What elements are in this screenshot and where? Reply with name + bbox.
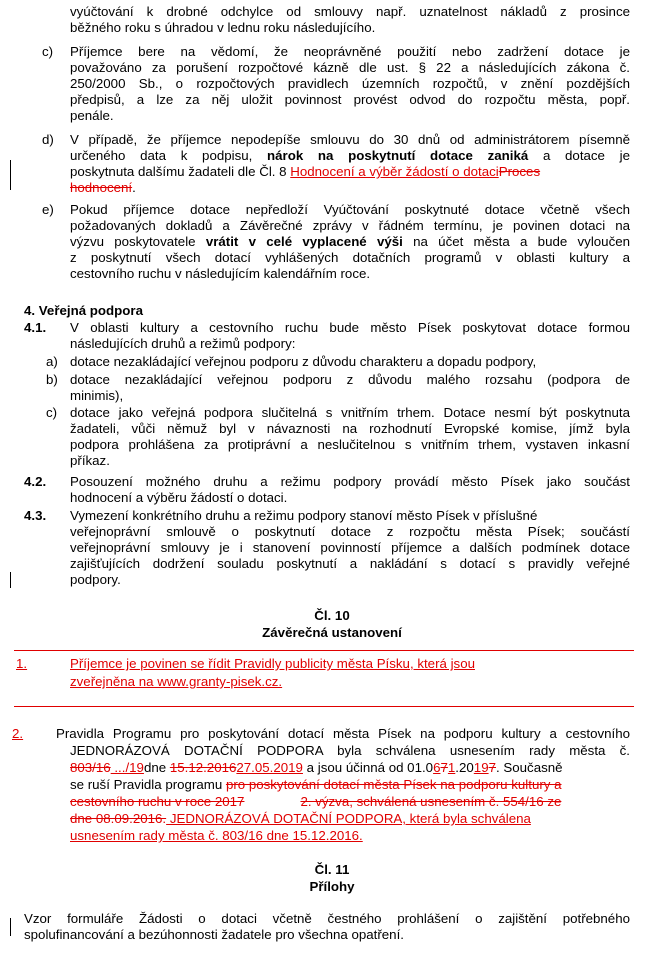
paragraph-number: 4.2. [24, 474, 47, 489]
paragraph-line: z poskytnutí všech dotací vyhlášených dotačních programů v oblasti kultury a [70, 250, 630, 265]
paragraph-line: Pravidla Programu pro poskytování dotací města Písek na podporu kultury a cestovního [56, 726, 630, 741]
deleted-text: hodnocení [70, 180, 133, 195]
paragraph-number: 4.3. [24, 508, 47, 523]
paragraph-line: V oblasti kultury a cestovního ruchu bude město Písek poskytovat dotace formou [70, 320, 630, 335]
paragraph-line: běžného roku s úhradou v lednu roku následujícího. [70, 20, 376, 35]
section-heading: 4. Veřejná podpora [24, 303, 143, 318]
list-marker: c) [42, 44, 54, 59]
paragraph-line: penále. [70, 108, 114, 123]
paragraph-line: určeného data k podpisu, nárok na poskytnutí dotace zaniká a dotace je [70, 148, 630, 163]
paragraph-line: 803/16 .../19dne 15.12.201627.05.2019 a jsou účinná od 01.0671.20197. Současně [70, 760, 563, 775]
paragraph-line: dotace nezakládající veřejnou podporu z důvodu malého rozsahu (podpora de [70, 372, 630, 387]
deleted-text: dne 08.09.2016. [70, 811, 167, 826]
list-marker: 1. [16, 656, 28, 671]
deleted-text: Proces [498, 164, 541, 179]
deletion-rule [14, 706, 634, 707]
change-bar [10, 572, 11, 588]
paragraph-line: předpisů, a lze za něj uložit povinnost provést odvod do rozpočtu města, popř. [70, 92, 630, 107]
paragraph-line: se ruší Pravidla programu pro poskytování dotací města Písek na podporu kultury a [70, 777, 562, 792]
paragraph-line: cestovního ruchu v následujícím kalendářním roce. [70, 266, 371, 281]
deleted-text: pro poskytování dotací města Písek na podporu kultury a [225, 777, 562, 792]
list-marker: e) [42, 202, 54, 217]
paragraph-line: Vzor formuláře Žádosti o dotaci včetně čestného prohlášení o zajištění potřebného [24, 911, 630, 926]
inserted-text: Příjemce je povinen se řídit Pravidly publicity města Písku, která jsou [70, 656, 475, 671]
article-title: Čl. 11 [314, 862, 350, 877]
deletion-rule [14, 650, 634, 651]
article-title: Čl. 10 [314, 608, 350, 623]
paragraph-line: považováno za porušení rozpočtové kázně dle ust. § 22 a následujících zákona č. [70, 60, 630, 75]
list-marker: a) [46, 354, 58, 369]
paragraph-line: Příjemce bere na vědomí, že neoprávněné použití nebo zadržení dotace je [70, 44, 630, 59]
inserted-text: JEDNORÁZOVÁ DOTAČNÍ PODPORA, která byla schválena [166, 811, 531, 826]
paragraph-line: veřejnoprávní smlouvy je i stanovení povinností příjemce a dalších podmínek dotace [70, 540, 630, 555]
paragraph-number: 4.1. [24, 320, 47, 335]
list-marker: 2. [12, 726, 24, 741]
paragraph-line: JEDNORÁZOVÁ DOTAČNÍ PODPORA byla schválena usnesením rady města č. [70, 743, 630, 758]
list-marker: c) [46, 405, 58, 420]
paragraph-line: 250/2000 Sb., o rozpočtových pravidlech územních rozpočtů, v znění pozdějších [70, 76, 630, 91]
paragraph-line: zajišťujících dodržení souladu poskytnutí a nakládání s dotací s pravidly veřejné [70, 556, 630, 571]
deleted-text: 2. výzva, schválená usnesením č. 554/16 ze [300, 794, 562, 809]
paragraph-line: vyúčtování k drobné odchylce od smlouvy např. uznatelnost nákladů z prosince [70, 4, 630, 19]
list-marker: b) [46, 372, 58, 387]
paragraph-line: výzvu poskytovatele vrátit v celé vyplacené výši na účet města a bude vyloučen [70, 234, 631, 249]
paragraph-line: podpory. [70, 572, 121, 587]
paragraph-line: hodnocení. [70, 180, 136, 195]
list-marker: d) [42, 132, 54, 147]
change-bar [10, 918, 11, 936]
article-subtitle: Závěrečná ustanovení [262, 625, 402, 640]
inserted-text: Hodnocení a výběr žádostí o dotaci [290, 164, 499, 179]
paragraph-line: minimis), [70, 388, 124, 403]
paragraph-line [70, 811, 531, 827]
paragraph-line: poskytnuta dalšímu žadateli dle Čl. 8 Hodnocení a výběr žádostí o dotaciProces [70, 164, 541, 179]
paragraph-line: dotace jako veřejná podpora slučitelná s vnitřním trhem. Dotace nesmí být poskytnuta [70, 405, 630, 420]
paragraph-line: Posouzení možného druhu a režimu podpory provádí město Písek jako součást [70, 474, 630, 489]
paragraph-line: dotace nezakládající veřejnou podporu z důvodu charakteru a dopadu podpory, [70, 354, 537, 369]
paragraph-line: hodnocení a výběru žádostí o dotaci. [70, 490, 288, 505]
paragraph-line: Pokud příjemce dotace nepředloží Vyúčtování poskytnuté dotace včetně všech [70, 202, 630, 217]
paragraph-line: V případě, že příjemce nepodepíše smlouvu do 30 dnů od administrátorem písemně [70, 132, 630, 147]
paragraph-line: Vymezení konkrétního druhu a režimu podpory stanoví město Písek v příslušné [70, 508, 538, 523]
article-subtitle: Přílohy [309, 879, 355, 894]
paragraph-line: veřejnoprávní smlouvě o poskytnutí dotace z rozpočtu města Písek; součástí [70, 524, 630, 539]
paragraph-line [70, 794, 561, 810]
paragraph-line: žadateli, vůči němuž byl v návaznosti na rozhodnutí Evropské komise, jímž byla [70, 421, 630, 436]
change-bar [10, 160, 11, 190]
paragraph-line: spolufinancování a bezúhonnosti žadatele pro všechna opatření. [24, 927, 404, 942]
paragraph-line: příkaz. [70, 453, 110, 468]
inserted-text: usnesením rady města č. 803/16 dne 15.12.2016. [70, 828, 363, 843]
paragraph-line: podpora prohlášena za protiprávní a neslučitelnou s vnitřním trhem, vystaven inkasní [70, 437, 630, 452]
deleted-text: cestovního ruchu v roce 2017 [70, 794, 245, 809]
inserted-text: zveřejněna na www.granty-pisek.cz. [70, 674, 283, 689]
paragraph-line: požadovaných dokladů a Závěrečné zprávy v řádném termínu, je povinen dotaci na [70, 218, 630, 233]
paragraph-line: následujících druhů a režimů podpory: [70, 336, 296, 351]
